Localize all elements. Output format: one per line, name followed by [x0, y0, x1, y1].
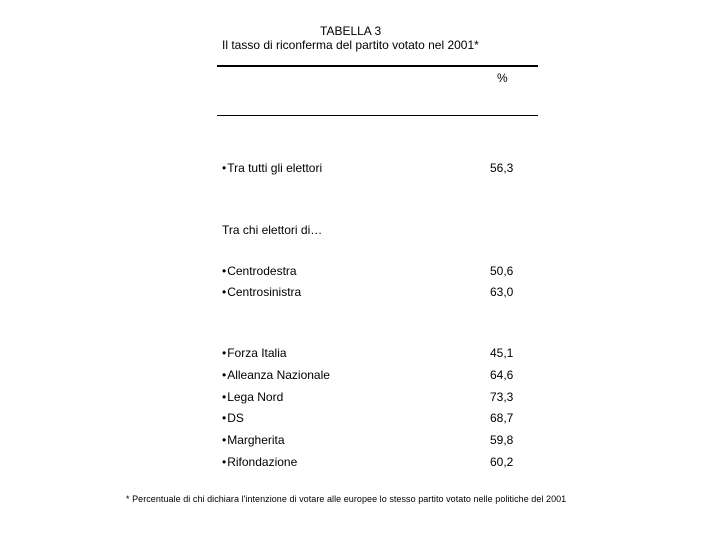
- row-value-ds: 68,7: [490, 411, 514, 425]
- row-value-all-voters: 56,3: [490, 161, 514, 175]
- row-label-forza-italia: • Forza Italia: [222, 346, 287, 360]
- row-value-lega-nord: 73,3: [490, 390, 514, 404]
- row-value-forza-italia: 45,1: [490, 346, 514, 360]
- table-number: TABELLA 3: [320, 24, 382, 38]
- top-rule: [217, 65, 538, 67]
- row-label-all-voters: • Tra tutti gli elettori: [222, 161, 322, 175]
- row-label-centrosinistra: • Centrosinistra: [222, 285, 301, 299]
- row-label-ds: • DS: [222, 411, 244, 425]
- row-label-rifondazione: • Rifondazione: [222, 455, 297, 469]
- row-value-rifondazione: 60,2: [490, 455, 514, 469]
- row-label-centrodestra: • Centrodestra: [222, 264, 297, 278]
- row-label-alleanza-nazionale: • Alleanza Nazionale: [222, 368, 330, 382]
- header-bottom-rule: [217, 115, 538, 116]
- table-title: Il tasso di riconferma del partito votato nel 2001*: [222, 38, 479, 52]
- row-label-margherita: • Margherita: [222, 433, 285, 447]
- group-heading: Tra chi elettori di…: [222, 223, 323, 237]
- row-value-alleanza-nazionale: 64,6: [490, 368, 514, 382]
- row-label-lega-nord: • Lega Nord: [222, 390, 283, 404]
- row-value-centrosinistra: 63,0: [490, 285, 514, 299]
- row-value-margherita: 59,8: [490, 433, 514, 447]
- footnote: * Percentuale di chi dichiara l'intenzione di votare alle europee lo stesso partito votato nelle politiche del 2001: [126, 494, 567, 504]
- column-header-percent: %: [497, 71, 508, 85]
- row-value-centrodestra: 50,6: [490, 264, 514, 278]
